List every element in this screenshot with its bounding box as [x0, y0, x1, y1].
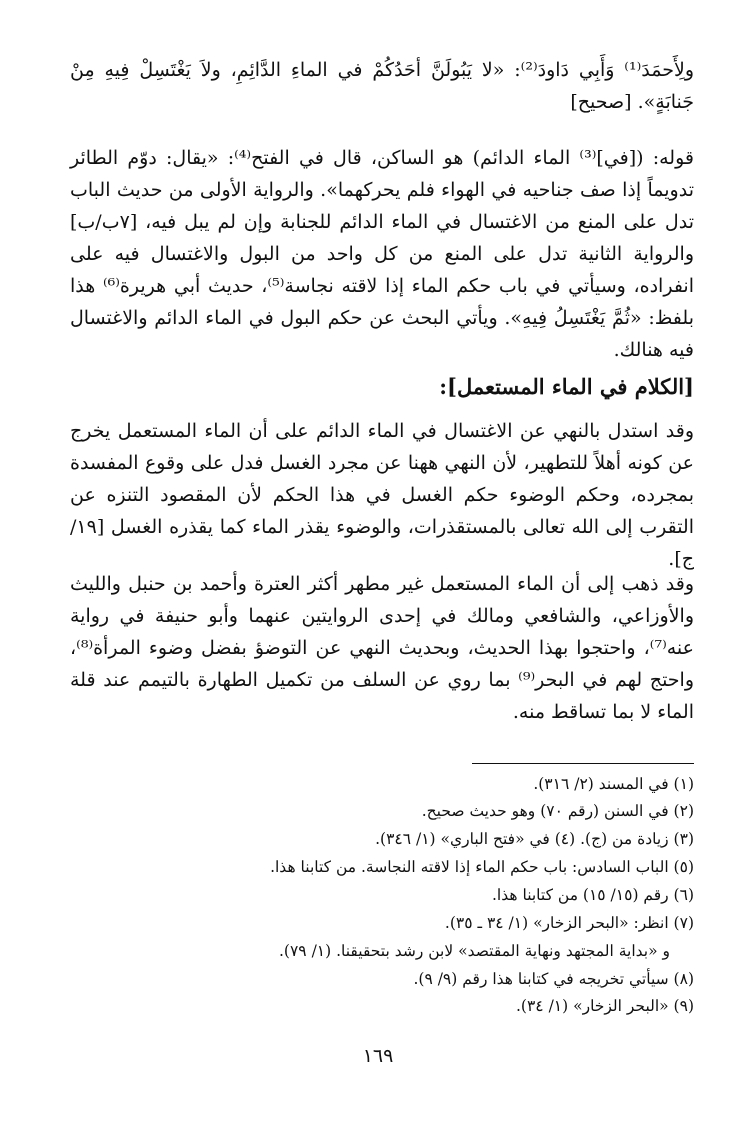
footnote: (٣) زيادة من (ج). (٤) في «فتح الباري» (١/ ٣٤٦). — [375, 830, 694, 848]
footnote: (٨) سيأتي تخريجه في كتابنا هذا رقم (٩/ ٩). — [413, 970, 694, 988]
hadith-paragraph: ولِأَحمَدَ⁽¹⁾ وَأَبِي دَاودَ⁽²⁾: «لا يَبُولَنَّ أحَدُكُمْ في الماءِ الدَّائِمِ، ولاَ يَغْتَسِلْ فِيهِ مِنْ جَنابَةٍ». [صحيح] — [70, 59, 694, 113]
footnote: (٢) في السنن (رقم ٧٠) وهو حديث صحيح. — [421, 802, 694, 820]
footnote: (٧) انظر: «البحر الزخار» (١/ ٣٤ ـ ٣٥). — [444, 914, 694, 932]
footnote: (٥) الباب السادس: باب حكم الماء إذا لاقته النجاسة. من كتابنا هذا. — [270, 858, 694, 876]
footnote-separator — [472, 763, 694, 764]
footnote-continuation: و «بداية المجتهد ونهاية المقتصد» لابن رشد بتحقيقنا. (١/ ٧٩). — [279, 942, 670, 960]
section-heading: [الكلام في الماء المستعمل]: — [439, 374, 694, 399]
page-number: ١٦٩ — [362, 1045, 394, 1067]
commentary-paragraph: قوله: ([في]⁽³⁾ الماء الدائم) هو الساكن، قال في الفتح⁽⁴⁾: «يقال: دوّم الطائر تدويماً إذا صف جناحيه في الهواء فلم يحركهما». والرواية الأولى من حديث الباب تدل على المنع من الاغتسال في الماء الدائم للجنابة وإن لم يبل فيه، [٧ب/ب] والرواية الثانية تدل على المنع من كل واحد من البول والاغتسال فيه على انفراده، وسيأتي في باب حكم الماء إذا لاقته نجاسة⁽⁵⁾، حديث أبي هريرة⁽⁶⁾ هذا بلفظ: «ثُمَّ يَغْتَسِلُ فِيهِ». ويأتي البحث عن حكم البول في الماء الدائم والاغتسال فيه هنالك. — [70, 147, 695, 361]
footnote: (١) في المسند (٢/ ٣١٦). — [533, 775, 694, 793]
body-paragraph-2: وقد ذهب إلى أن الماء المستعمل غير مطهر أكثر العترة وأحمد بن حنبل والليث والأوزاعي، والشافعي ومالك في إحدى الروايتين عنهما وأبو حنيفة في رواية عنه⁽⁷⁾، واحتجوا بهذا الحديث، وبحديث النهي عن التوضؤ بفضل وضوء المرأة⁽⁸⁾، واحتج لهم في البحر⁽⁹⁾ بما روي عن السلف من تكميل الطهارة بالتيمم عند قلة الماء لا بما تساقط منه. — [70, 573, 694, 723]
footnote: (٦) رقم (١٥/ ١٥) من كتابنا هذا. — [492, 886, 694, 904]
footnote: (٩) «البحر الزخار» (١/ ٣٤). — [516, 997, 694, 1015]
body-paragraph-1: وقد استدل بالنهي عن الاغتسال في الماء الدائم على أن الماء المستعمل يخرج عن كونه أهلاً للتطهير، لأن النهي ههنا عن مجرد الغسل فدل على وقوع المفسدة بمجرده، وحكم الوضوء حكم الغسل في هذا الحكم لأن المقصود التنزه عن التقرب إلى الله تعالى بالمستقذرات، والوضوء يقذر الماء كما يقذره الغسل [١٩/ ج]. — [70, 420, 694, 570]
